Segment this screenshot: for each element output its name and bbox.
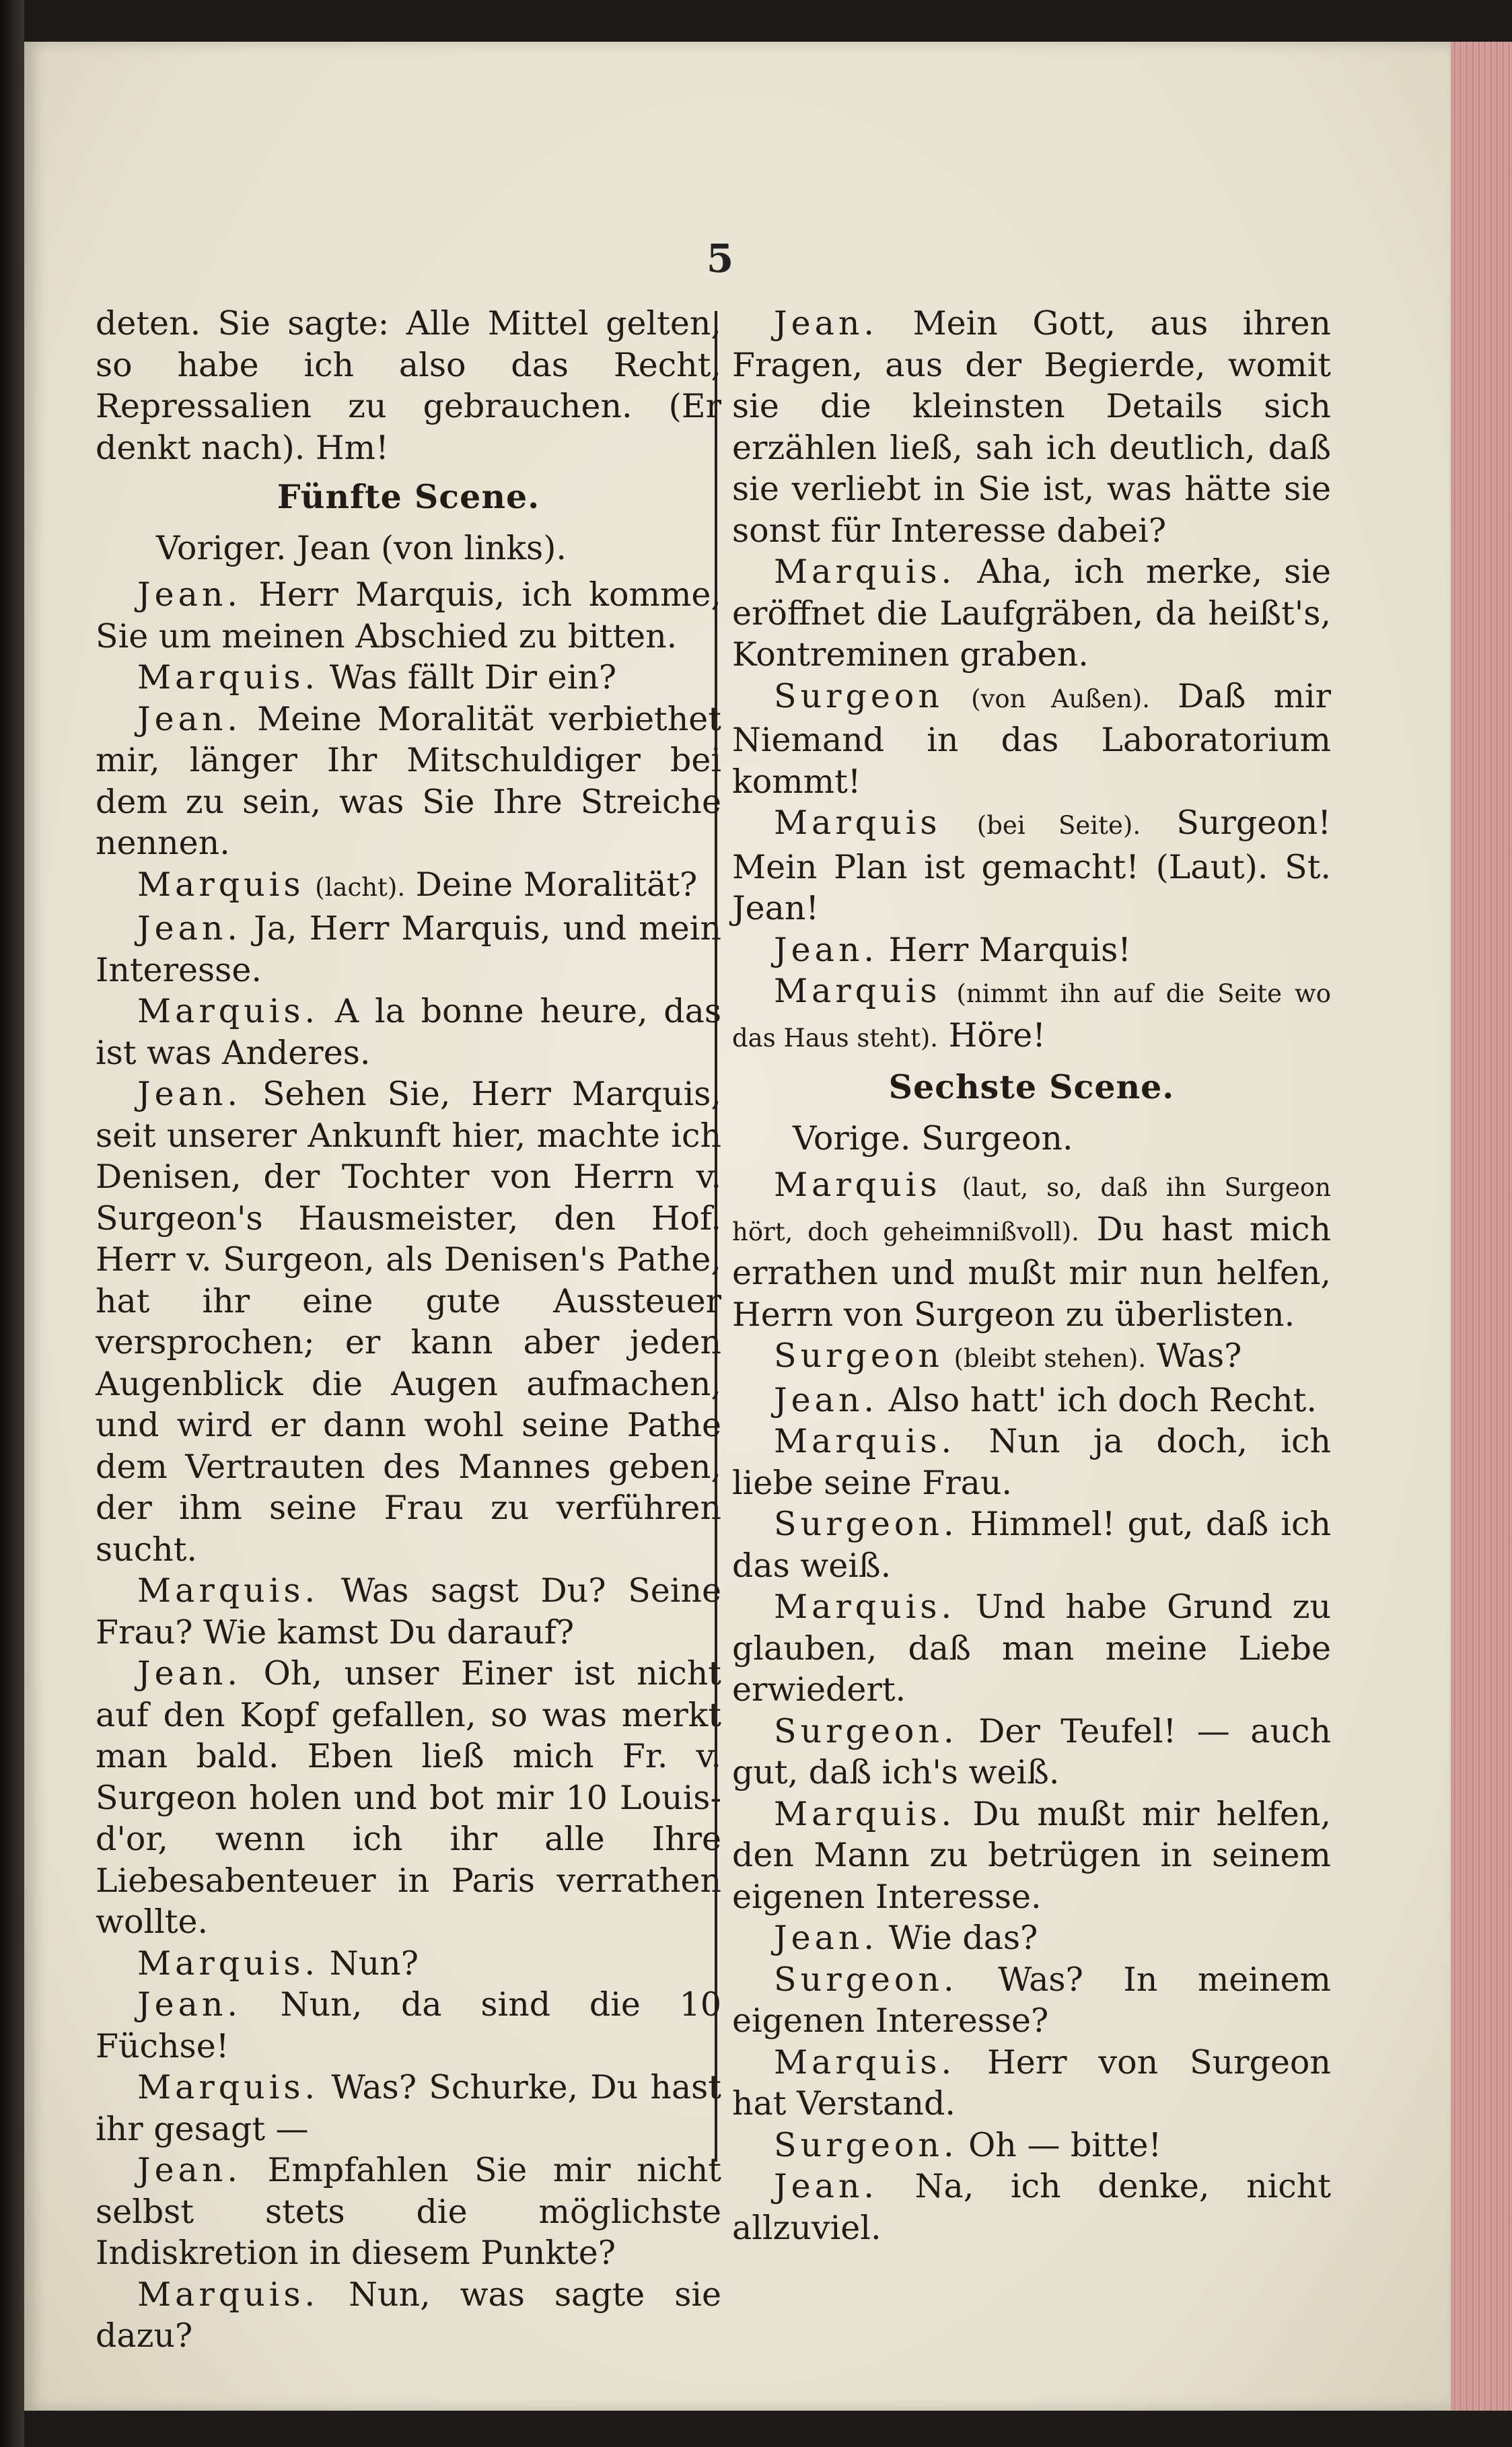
dialogue-text: Du mußt mir helfen, den Mann zu betrügen in seinem eigenen Interesse.	[732, 1794, 1332, 1916]
right-text-column	[732, 303, 1331, 2248]
dialogue-text: Nun, was sagte sie dazu?	[96, 2275, 722, 2355]
speaker-name: Surgeon.	[774, 1505, 958, 1543]
dialogue-text: Mein Gott, aus ihren Fragen, aus der Begierde, womit sie die kleinsten Details sich erzählen ließ, sah ich deutlich, daß sie verliebt in Sie ist, was hätte sie sonst für Interesse dabei?	[732, 304, 1331, 550]
dialogue-text: Nun, da sind die 10 Füchse!	[96, 1985, 721, 2065]
speaker-name: Jean.	[137, 575, 242, 614]
speaker-name: Marquis	[137, 865, 305, 904]
dialogue-text: Meine Moralität verbiethet mir, länger Ihr Mitschuldiger bei dem zu sein, was Sie Ihre Streiche nennen.	[96, 699, 721, 862]
dialogue-line	[732, 1917, 1331, 1959]
speaker-name: Marquis.	[137, 1571, 320, 1610]
stage-direction: (lacht).	[315, 872, 406, 902]
speaker-name: Marquis.	[137, 2068, 320, 2106]
dialogue-line	[732, 676, 1331, 803]
dialogue-line	[732, 1164, 1331, 1335]
dialogue-line	[732, 1959, 1331, 2042]
dialogue-line	[732, 1421, 1331, 1503]
stage-direction: (von Außen).	[971, 684, 1151, 713]
dialogue-line	[732, 1711, 1331, 1794]
dialogue-line	[96, 2150, 721, 2274]
speaker-name: Marquis.	[137, 2275, 320, 2314]
dialogue-line	[96, 1653, 721, 1943]
speaker-name: Marquis.	[774, 1588, 956, 1626]
left-text-column	[96, 303, 721, 2357]
dialogue-text: Herr Marquis!	[888, 930, 1131, 969]
dialogue-text: Empfahlen Sie mir nicht selbst stets die möglichste Indiskretion in diesem Punkte?	[96, 2151, 721, 2272]
speaker-name: Jean.	[774, 2167, 878, 2205]
dialogue-line	[732, 970, 1331, 1059]
dialogue-text: Der Teufel! — auch gut, daß ich's weiß.	[732, 1711, 1332, 1792]
dialogue-text: Himmel! gut, daß ich das weiß.	[732, 1505, 1332, 1585]
dialogue-text: Was?	[1156, 1337, 1242, 1375]
speaker-name: Jean.	[137, 909, 242, 948]
dialogue-text: Also hatt' ich doch Recht.	[888, 1380, 1317, 1419]
dialogue-text: Was sagst Du? Seine Frau? Wie kamst Du darauf?	[96, 1571, 721, 1652]
speaker-name: Jean.	[137, 699, 242, 738]
dialogue-line	[96, 2274, 721, 2357]
book-cover-edge	[0, 0, 24, 2447]
page-number: 5	[706, 236, 734, 281]
dialogue-text: Aha, ich merke, sie eröffnet die Laufgräben, da heißt's, Kontreminen graben.	[732, 553, 1331, 674]
dialogue-line	[732, 2125, 1331, 2166]
dialogue-text: Nun?	[329, 1944, 419, 1983]
dialogue-text: Was fällt Dir ein?	[329, 658, 617, 697]
speaker-name: Jean.	[774, 1380, 878, 1419]
speaker-name: Jean.	[774, 1919, 878, 1957]
speaker-name: Surgeon	[774, 1337, 943, 1375]
dialogue-line	[732, 2042, 1331, 2125]
dialogue-line	[96, 657, 721, 699]
dialogue-line	[96, 1073, 721, 1570]
dialogue-text: Wie das?	[888, 1919, 1038, 1957]
speaker-name: Jean.	[137, 1075, 242, 1113]
speaker-name: Surgeon	[774, 676, 943, 715]
dialogue-line	[732, 1586, 1331, 1711]
speaker-name: Marquis.	[774, 2043, 956, 2082]
dialogue-line	[732, 1380, 1331, 1421]
speaker-name: Surgeon.	[774, 2125, 958, 2164]
dialogue-text: Und habe Grund zu glauben, daß man meine Liebe erwiedert.	[732, 1588, 1332, 1709]
dialogue-line	[96, 574, 721, 657]
page-block-edge	[1451, 42, 1512, 2411]
dialogue-line	[96, 699, 721, 864]
stage-direction: (bei Seite).	[976, 811, 1141, 840]
speaker-name: Jean.	[137, 1985, 242, 2024]
dialogue-line	[732, 551, 1331, 676]
dialogue-text: Oh, unser Einer ist nicht auf den Kopf gefallen, so was merkt man bald. Eben ließ mich Fr. v. Surgeon holen und bot mir 10 Louis-d'or, wenn ich ihr alle Ihre Liebesabenteuer in Paris verrathen wollte.	[96, 1654, 721, 1941]
dialogue-line	[96, 2067, 721, 2150]
speaker-name: Marquis	[774, 1166, 941, 1204]
dialogue-line	[96, 1570, 721, 1653]
dialogue-text: Surgeon! Mein Plan ist gemacht! (Laut). St. Jean!	[732, 804, 1332, 927]
dialogue-text: Was? Schurke, Du hast ihr gesagt —	[96, 2068, 721, 2148]
dialogue-text: A la bonne heure, das ist was Anderes.	[96, 992, 721, 1072]
stage-direction: (laut, so, daß ihn Surgeon hört, doch geheimnißvoll).	[732, 1173, 1332, 1246]
dialogue-line	[732, 929, 1331, 971]
dialogue-line	[732, 1794, 1331, 1918]
dialogue-line	[732, 1503, 1331, 1586]
scene-characters: Voriger. Jean (von links).	[156, 528, 567, 567]
scene-characters: Vorige. Surgeon.	[793, 1119, 1073, 1158]
dialogue-text: Höre!	[948, 1016, 1046, 1055]
dialogue-line	[96, 1984, 721, 2067]
speaker-name: Marquis.	[137, 1944, 320, 1983]
dialogue-line	[732, 2166, 1331, 2248]
dialogue-line	[732, 1335, 1331, 1380]
dialogue-text: Nun ja doch, ich liebe seine Frau.	[732, 1422, 1331, 1502]
dialogue-text: Du hast mich errathen und mußt mir nun helfen, Herrn von Surgeon zu überlisten.	[732, 1209, 1332, 1334]
dialogue-line	[96, 1943, 721, 1985]
dialogue-text: Herr Marquis, ich komme, Sie um meinen Abschied zu bitten.	[96, 575, 721, 655]
stage-direction: (nimmt ihn auf die Seite wo das Haus steht).	[732, 979, 1331, 1053]
speaker-name: Jean.	[774, 304, 878, 343]
dialogue-text: Herr von Surgeon hat Verstand.	[732, 2043, 1331, 2123]
scene-heading: Fünfte Scene.	[277, 477, 540, 516]
dialogue-text: Oh — bitte!	[968, 2125, 1162, 2164]
dialogue-text: Daß mir Niemand in das Laboratorium kommt!	[732, 676, 1332, 801]
scene-heading: Sechste Scene.	[888, 1067, 1175, 1106]
dialogue-line	[732, 802, 1331, 929]
speaker-name: Marquis.	[774, 1422, 956, 1460]
dialogue-line	[732, 303, 1331, 551]
speaker-name: Surgeon.	[774, 1711, 958, 1750]
dialogue-line	[96, 908, 721, 991]
dialogue-line	[96, 864, 721, 909]
dialogue-text: Ja, Herr Marquis, und mein Interesse.	[96, 909, 721, 989]
dialogue-text: Deine Moralität?	[415, 865, 698, 904]
speaker-name: Marquis.	[137, 658, 320, 697]
dialogue-text: Sehen Sie, Herr Marquis, seit unserer Ankunft hier, machte ich Denisen, der Tochter von Herrn v. Surgeon's Hausmeister, den Hof. Herr v. Surgeon, als Denisen's Pathe, hat ihr eine gute Aussteuer versprochen; er kann aber jeden Augenblick die Augen aufmachen, und wird er dann wohl seine Pathe dem Vertrauten des Mannes geben, der ihm seine Frau zu verführen sucht.	[96, 1075, 721, 1569]
speaker-name: Jean.	[137, 2151, 242, 2189]
continued-text: deten. Sie sagte: Alle Mittel gelten, so habe ich also das Recht, Repressalien zu gebrauchen. (Er denkt nach). Hm!	[96, 304, 721, 467]
speaker-name: Jean.	[137, 1654, 242, 1693]
dialogue-line	[96, 991, 721, 1073]
dialogue-text: Was? In meinem eigenen Interesse?	[732, 1960, 1331, 2040]
speaker-name: Jean.	[774, 930, 878, 969]
speaker-name: Marquis.	[774, 1794, 956, 1833]
speaker-name: Marquis.	[774, 553, 956, 591]
speaker-name: Marquis	[774, 972, 941, 1010]
speaker-name: Marquis.	[137, 992, 320, 1030]
stage-direction: (bleibt stehen).	[953, 1344, 1147, 1373]
dialogue-text: Na, ich denke, nicht allzuviel.	[732, 2167, 1331, 2247]
speaker-name: Marquis	[774, 804, 941, 842]
speaker-name: Surgeon.	[774, 1960, 958, 1999]
